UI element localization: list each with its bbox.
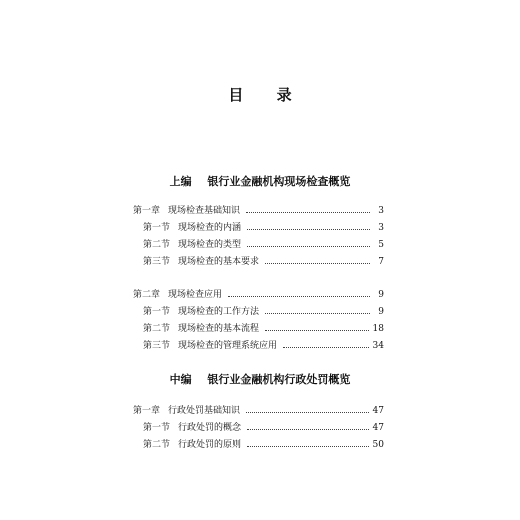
dot-leader bbox=[265, 312, 370, 314]
dot-leader bbox=[247, 245, 370, 247]
page-number: 9 bbox=[378, 307, 384, 317]
toc-section[interactable] bbox=[143, 255, 384, 269]
section-title: 行政处罚的概念 bbox=[178, 423, 242, 433]
dot-leader bbox=[228, 295, 370, 297]
section-number: 第一节 bbox=[143, 423, 171, 433]
section-number: 第二节 bbox=[143, 440, 171, 450]
section-title: 现场检查的管理系统应用 bbox=[178, 341, 278, 351]
chapter-title: 行政处罚基础知识 bbox=[168, 406, 241, 416]
page-title: 目 录 bbox=[228, 86, 306, 104]
toc-section[interactable] bbox=[143, 221, 384, 235]
toc-section[interactable] bbox=[143, 322, 384, 336]
page-number: 34 bbox=[372, 341, 384, 351]
page-number: 47 bbox=[372, 406, 384, 416]
part-title: 银行业金融机构行政处罚概览 bbox=[207, 373, 351, 386]
page-number: 5 bbox=[378, 240, 384, 250]
section-number: 第三节 bbox=[143, 341, 171, 351]
page-number: 3 bbox=[378, 206, 384, 216]
toc-section[interactable] bbox=[143, 339, 384, 353]
dot-leader bbox=[247, 228, 370, 230]
part-title: 银行业金融机构现场检查概览 bbox=[207, 175, 351, 188]
dot-leader bbox=[246, 411, 369, 413]
toc-section[interactable] bbox=[143, 421, 384, 435]
dot-leader bbox=[246, 211, 370, 213]
section-title: 现场检查的类型 bbox=[178, 240, 242, 250]
chapter-number: 第二章 bbox=[133, 290, 161, 300]
dot-leader bbox=[247, 428, 369, 430]
section-title: 现场检查的工作方法 bbox=[178, 307, 260, 317]
chapter-number: 第一章 bbox=[133, 206, 161, 216]
section-title: 现场检查的基本流程 bbox=[178, 324, 260, 334]
section-number: 第一节 bbox=[143, 307, 171, 317]
page-number: 47 bbox=[372, 423, 384, 433]
part-heading-middle bbox=[0, 371, 520, 387]
part-label: 中编 bbox=[169, 373, 192, 386]
chapter-number: 第一章 bbox=[133, 406, 161, 416]
chapter-title: 现场检查应用 bbox=[168, 290, 223, 300]
section-title: 现场检查的基本要求 bbox=[178, 257, 260, 267]
toc-chapter[interactable] bbox=[133, 404, 384, 418]
toc-section[interactable] bbox=[143, 438, 384, 452]
dot-leader bbox=[265, 262, 370, 264]
section-number: 第一节 bbox=[143, 223, 171, 233]
section-number: 第三节 bbox=[143, 257, 171, 267]
part-heading-upper bbox=[0, 173, 520, 189]
section-number: 第二节 bbox=[143, 240, 171, 250]
page-number: 7 bbox=[378, 257, 384, 267]
dot-leader bbox=[265, 329, 369, 331]
page-number: 18 bbox=[372, 324, 384, 334]
toc-section[interactable] bbox=[143, 238, 384, 252]
dot-leader bbox=[283, 346, 369, 348]
toc-chapter[interactable] bbox=[133, 288, 384, 302]
page-number: 50 bbox=[372, 440, 384, 450]
page-number: 3 bbox=[378, 223, 384, 233]
chapter-title: 现场检查基础知识 bbox=[168, 206, 241, 216]
part-label: 上编 bbox=[169, 175, 192, 188]
toc-chapter[interactable] bbox=[133, 204, 384, 218]
section-title: 行政处罚的原则 bbox=[178, 440, 242, 450]
dot-leader bbox=[247, 445, 369, 447]
page-number: 9 bbox=[378, 290, 384, 300]
toc-section[interactable] bbox=[143, 305, 384, 319]
section-title: 现场检查的内涵 bbox=[178, 223, 242, 233]
section-number: 第二节 bbox=[143, 324, 171, 334]
